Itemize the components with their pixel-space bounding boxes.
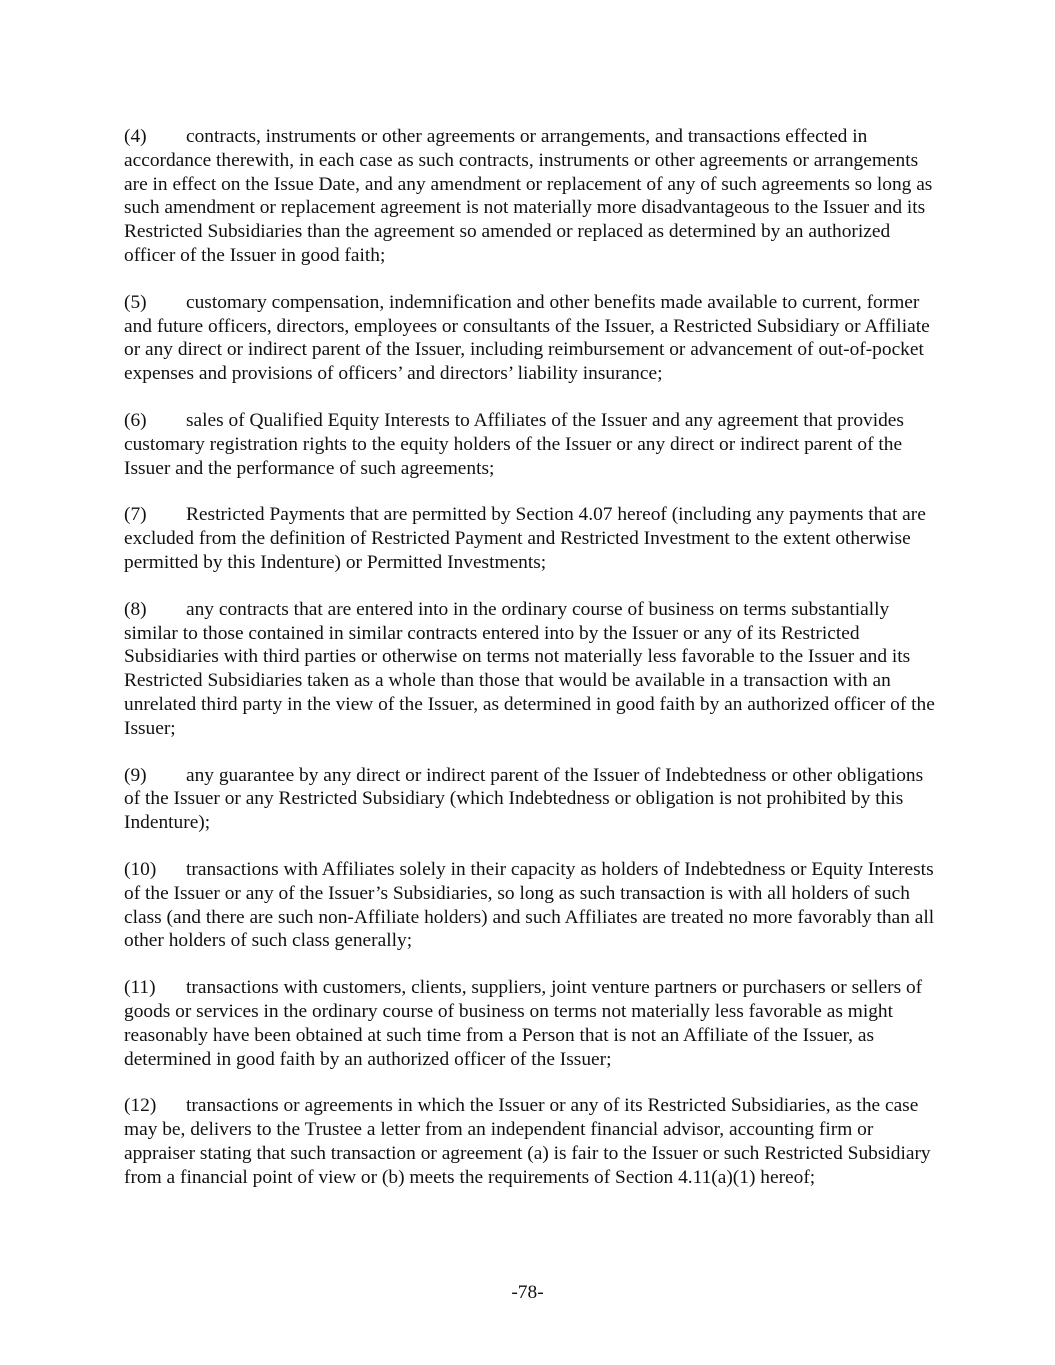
clause-text: transactions or agreements in which the Issuer or any of its Restricted Subsidiaries, as the case may be, delivers to the Trustee a letter from an independent financial advisor, accounting firm or appraiser stating that such transaction or agreement (a) is fair to the Issuer or such Restricted Subsidiary from a financial point of view or (b) meets the requirements of Section 4.11(a)(1) hereof;: [124, 1095, 931, 1188]
clause-5: [124, 291, 939, 386]
clause-text: customary compensation, indemnification and other benefits made available to current, former and future officers, directors, employees or consultants of the Issuer, a Restricted Subsidiary or Affiliate or any direct or indirect parent of the Issuer, including reimbursement or advancement of out-of-pocket expenses and provisions of officers’ and directors’ liability insurance;: [124, 291, 930, 385]
clause-text: Restricted Payments that are permitted by Section 4.07 hereof (including any payments that are excluded from the definition of Restricted Payment and Restricted Investment to the extent otherwise permitted by this Indenture) or Permitted Investments;: [124, 504, 926, 573]
document-body: [124, 125, 939, 1212]
clause-12: [124, 1094, 939, 1189]
page-number: -78-: [511, 1282, 544, 1303]
clause-text: transactions with customers, clients, suppliers, joint venture partners or purchasers or sellers of goods or services in the ordinary course of business on terms not materially less favorable as might reasonably have been obtained at such time from a Person that is not an Affiliate of the Issuer, as determined in good faith by an authorized officer of the Issuer;: [124, 977, 923, 1070]
clause-4: [124, 125, 939, 268]
clause-8: [124, 598, 939, 741]
clause-text: contracts, instruments or other agreements or arrangements, and transactions effected in accordance therewith, in each case as such contracts, instruments or other agreements or arrangements are in effect on the Issue Date, and any amendment or replacement of any of such agreements so long as such amendment or replacement agreement is not materially more disadvantageous to the Issuer and its Restricted Subsidiaries than the agreement so amended or replaced as determined by an authorized officer of the Issuer in good faith;: [124, 126, 933, 266]
clause-number: (7): [124, 504, 147, 526]
clause-number: (6): [124, 409, 147, 431]
clause-text: sales of Qualified Equity Interests to Affiliates of the Issuer and any agreement that provides customary registration rights to the equity holders of the Issuer or any direct or indirect parent of the Issuer and the performance of such agreements;: [124, 409, 904, 479]
clause-6: [124, 409, 939, 480]
clause-number: (9): [124, 764, 147, 786]
clause-number: (11): [124, 977, 156, 999]
clause-9: [124, 764, 939, 835]
clause-11: [124, 976, 939, 1071]
clause-number: (12): [124, 1095, 157, 1117]
clause-number: (8): [124, 598, 147, 620]
clause-text: any contracts that are entered into in the ordinary course of business on terms substantially similar to those contained in similar contracts entered into by the Issuer or any of its Restricted Subsidiaries with third parties or otherwise on terms not materially less favorable to the Issuer and its Restricted Subsidiaries taken as a whole than those that would be available in a transaction with an unrelated third party in the view of the Issuer, as determined in good faith by an authorized officer of the Issuer;: [124, 598, 935, 739]
clause-number: (4): [124, 126, 147, 147]
clause-number: (5): [124, 291, 147, 313]
clause-text: any guarantee by any direct or indirect parent of the Issuer of Indebtedness or other obligations of the Issuer or any Restricted Subsidiary (which Indebtedness or obligation is not prohibited by this Indenture);: [124, 764, 924, 834]
clause-text: transactions with Affiliates solely in their capacity as holders of Indebtedness or Equity Interests of the Issuer or any of the Issuer’s Subsidiaries, so long as such transaction is with all holders of such class (and there are such non-Affiliate holders) and such Affiliates are treated no more favorably than all other holders of such class generally;: [124, 858, 935, 952]
clause-7: [124, 503, 939, 574]
clause-number: (10): [124, 858, 157, 880]
clause-10: [124, 858, 939, 953]
